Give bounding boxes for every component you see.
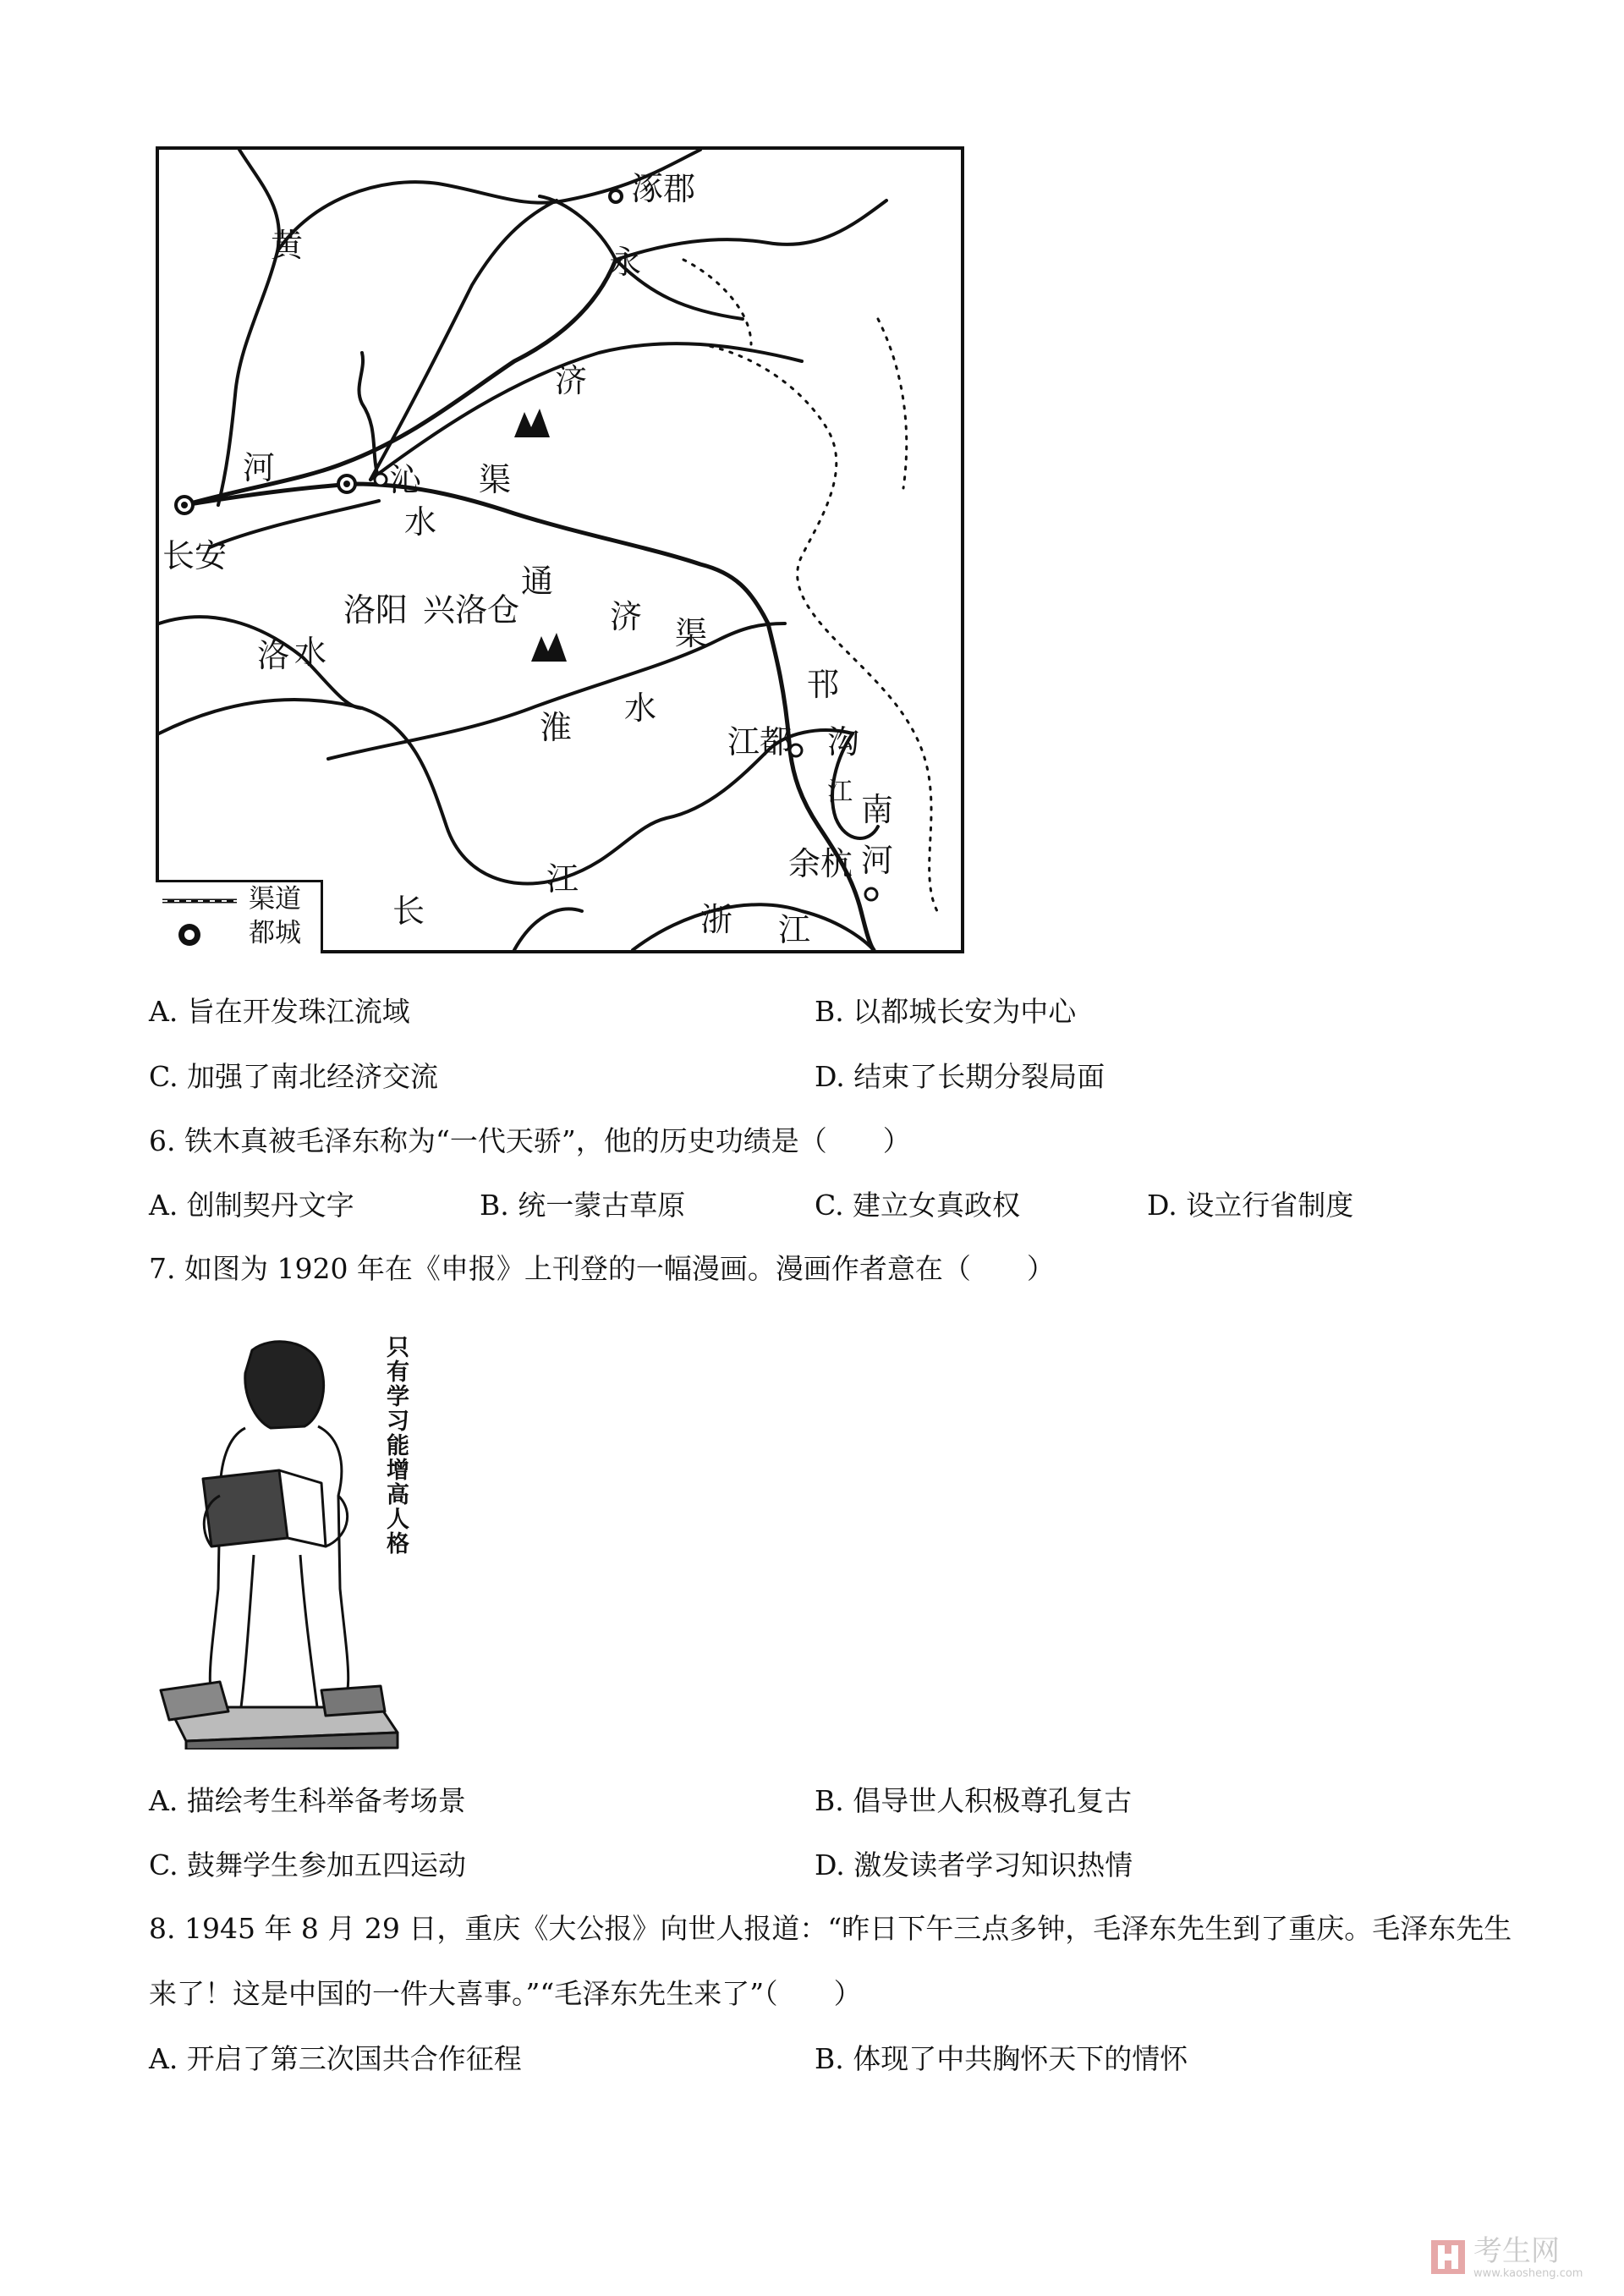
q7-option-a: A. 描绘考生科举备考场景 <box>149 1784 466 1817</box>
label-qin: 沁 <box>389 461 422 498</box>
label-jiangnan-jiang: 江 <box>827 777 853 807</box>
label-yong: 永 <box>609 244 642 281</box>
q6-option-d: D. 设立行省制度 <box>1147 1189 1354 1222</box>
label-he-2: 河 <box>861 842 894 879</box>
label-huai: 淮 <box>540 709 573 746</box>
q5-option-c: C. 加强了南北经济交流 <box>149 1060 439 1093</box>
label-shui-2: 水 <box>294 634 327 671</box>
map-drawing <box>159 150 961 950</box>
legend-canal-label: 渠道 <box>249 884 301 915</box>
q5-option-d: D. 结束了长期分裂局面 <box>815 1060 1106 1093</box>
q7-stem: 7. 如图为 1920 年在《申报》上刊登的一幅漫画。漫画作者意在（ ） <box>149 1252 1055 1285</box>
label-chang: 长 <box>392 893 425 930</box>
yuhang-marker <box>865 888 877 900</box>
q8-option-a: A. 开启了第三次国共合作征程 <box>149 2042 522 2075</box>
cartoon-caption: 只有学习能增高人格 <box>382 1335 409 1556</box>
label-yuhang: 余杭 <box>788 845 853 882</box>
q5-option-a: A. 旨在开发珠江流域 <box>149 995 410 1028</box>
yongji-canal-north <box>540 196 616 260</box>
q6-option-c: C. 建立女真政权 <box>815 1189 1021 1222</box>
legend-capital-label: 都城 <box>249 918 301 948</box>
q6-option-a: A. 创制契丹文字 <box>149 1189 354 1222</box>
legend-capital-symbol <box>173 918 206 952</box>
mountain-mark <box>531 633 567 662</box>
label-luo: 洛 <box>257 637 290 674</box>
cartoon-figure <box>152 1335 406 1749</box>
qin-river <box>359 353 379 480</box>
q8-stem-line-2: 来了！这是中国的一件大喜事。”“毛泽东先生来了”（ ） <box>149 1977 862 2010</box>
label-huang: 黄 <box>271 227 304 264</box>
label-ji-2: 济 <box>610 598 643 635</box>
q7-option-b: B. 倡导世人积极尊孔复古 <box>815 1784 1133 1817</box>
watermark <box>1429 2233 1607 2284</box>
label-shui-3: 水 <box>624 689 657 727</box>
label-gou: 沟 <box>827 723 860 761</box>
zhuojun-marker <box>610 190 622 202</box>
label-zhuojun: 涿郡 <box>631 170 696 207</box>
luo-river <box>210 501 379 547</box>
label-han: 邗 <box>807 666 840 703</box>
q8-option-b: B. 体现了中共胸怀天下的情怀 <box>815 2042 1188 2075</box>
label-shui-1: 水 <box>404 503 437 541</box>
label-qu-1: 渠 <box>479 461 512 498</box>
legend-canal-symbol <box>161 893 239 909</box>
label-jiang: 江 <box>546 860 579 898</box>
label-qu-2: 渠 <box>675 615 708 652</box>
label-luoyang: 洛阳 <box>343 591 409 629</box>
label-jiangdu: 江都 <box>727 723 793 761</box>
mountain-mark <box>514 409 550 437</box>
watermark-site: www.kaosheng.com <box>1473 2267 1583 2280</box>
q7-option-d: D. 激发读者学习知识热情 <box>815 1848 1133 1881</box>
q5-option-b: B. 以都城长安为中心 <box>815 995 1077 1028</box>
label-tong: 通 <box>521 563 554 600</box>
label-xingluocang: 兴洛仓 <box>423 591 520 629</box>
label-zhe: 浙 <box>700 901 733 938</box>
label-nan: 南 <box>861 791 894 828</box>
zhe-river <box>633 901 874 950</box>
q6-option-b: B. 统一蒙古草原 <box>480 1189 686 1222</box>
q8-stem-line-1: 8. 1945 年 8 月 29 日，重庆《大公报》向世人报道：“昨日下午三点多钟，毛泽东先生到了重庆。毛泽东先生 <box>149 1912 1512 1945</box>
watermark-logo-icon <box>1429 2238 1467 2276</box>
watermark-brand: 考生网 <box>1473 2234 1560 2268</box>
label-jiang-2: 江 <box>778 911 811 948</box>
map-legend <box>156 880 323 953</box>
q6-stem: 6. 铁木真被毛泽东称为“一代天骄”，他的历史功绩是（ ） <box>149 1124 911 1157</box>
q7-option-c: C. 鼓舞学生参加五四运动 <box>149 1848 467 1881</box>
xingluocang-marker <box>375 474 387 486</box>
q7-cartoon <box>152 1335 440 1749</box>
grand-canal-map <box>156 146 964 953</box>
label-he: 河 <box>243 449 276 486</box>
jiangdu-marker <box>790 744 802 756</box>
label-changan: 长安 <box>162 537 228 574</box>
label-ji-1: 济 <box>555 362 588 399</box>
